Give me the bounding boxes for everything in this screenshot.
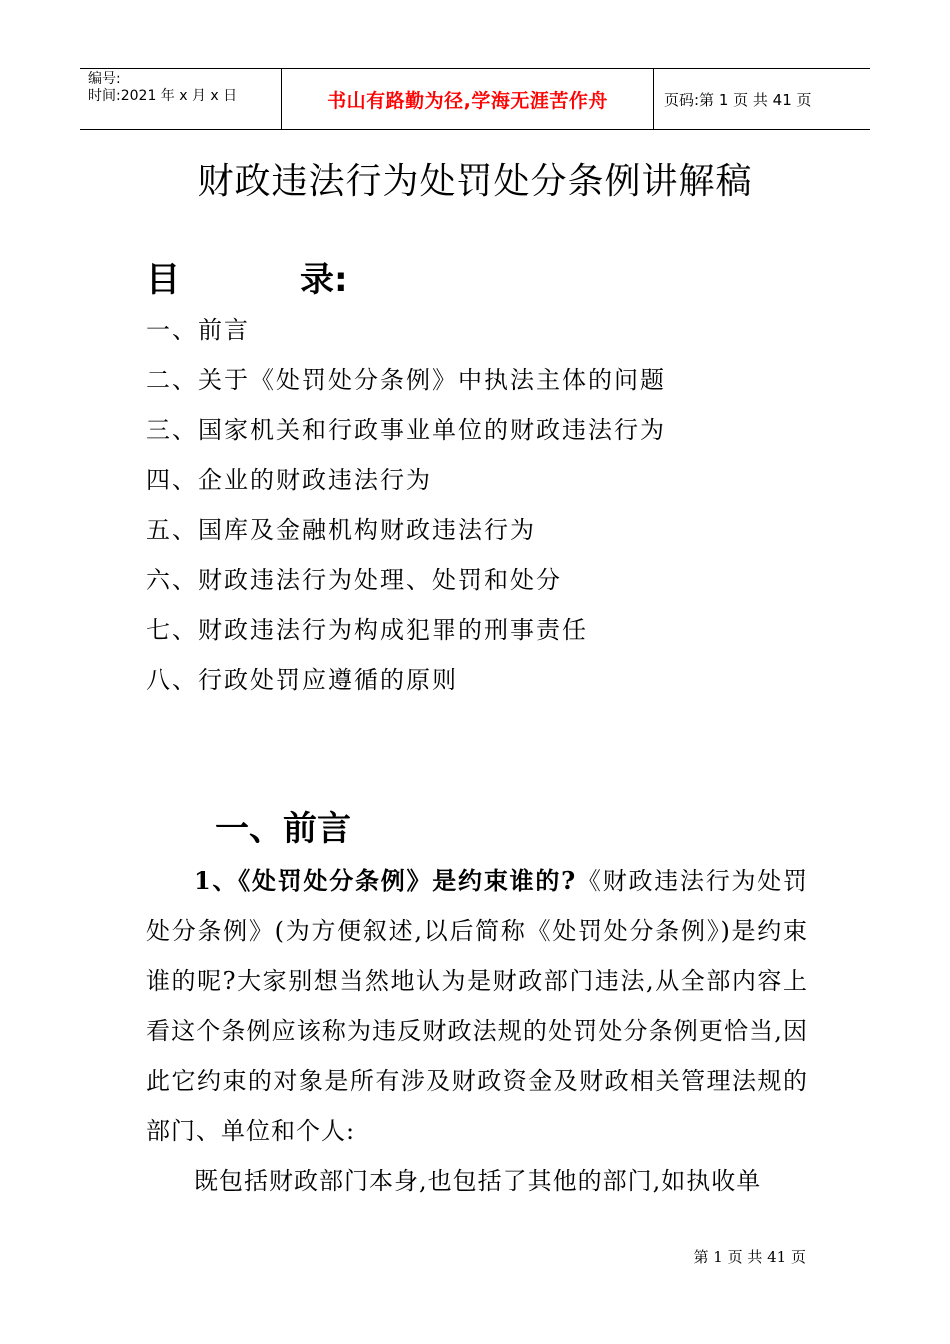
toc-item: 一、前言 xyxy=(146,316,250,344)
document-title: 财政违法行为处罚处分条例讲解稿 xyxy=(197,161,753,202)
toc-item: 二、关于《处罚处分条例》中执法主体的问题 xyxy=(146,366,666,394)
paragraph-question: 1、《处罚处分条例》是约束谁的? xyxy=(194,866,577,895)
header-number-label: 编号: xyxy=(88,71,121,87)
header-meta-cell xyxy=(80,69,282,129)
toc-item: 三、国家机关和行政事业单位的财政违法行为 xyxy=(146,416,666,444)
body-text xyxy=(146,856,808,1206)
header-table xyxy=(80,68,870,130)
toc-item: 八、行政处罚应遵循的原则 xyxy=(146,666,458,694)
toc-heading xyxy=(146,258,348,302)
toc-list xyxy=(146,310,666,710)
paragraph xyxy=(146,856,808,1156)
toc-item: 五、国库及金融机构财政违法行为 xyxy=(146,516,536,544)
header-date-label: 时间:2021 年 x 月 x 日 xyxy=(88,88,238,104)
paragraph: 既包括财政部门本身,也包括了其他的部门,如执收单 xyxy=(194,1167,762,1195)
toc-item: 六、财政违法行为处理、处罚和处分 xyxy=(146,566,562,594)
paragraph-body: 《财政违法行为处罚处分条例》(为方便叙述,以后简称《处罚处分条例》)是约束谁的呢?大家别想当然地认为是财政部门违法,从全部内容上看这个条例应该称为违反财政法规的处罚处分条例更恰当,因此它约束的对象是所有涉及财政资金及财政相关管理法规的部门、单位和个人: xyxy=(146,867,809,1145)
toc-item: 七、财政违法行为构成犯罪的刑事责任 xyxy=(146,616,588,644)
header-page-info: 页码:第 1 页 共 41 页 xyxy=(664,90,812,109)
section-heading: 一、前言 xyxy=(215,809,351,849)
page-footer: 第 1 页 共 41 页 xyxy=(693,1248,806,1266)
header-motto: 书山有路勤为径,学海无涯苦作舟 xyxy=(282,69,654,129)
toc-item: 四、企业的财政违法行为 xyxy=(146,466,432,494)
toc-heading-left: 目 xyxy=(146,260,180,300)
toc-heading-right: 录: xyxy=(300,260,348,300)
